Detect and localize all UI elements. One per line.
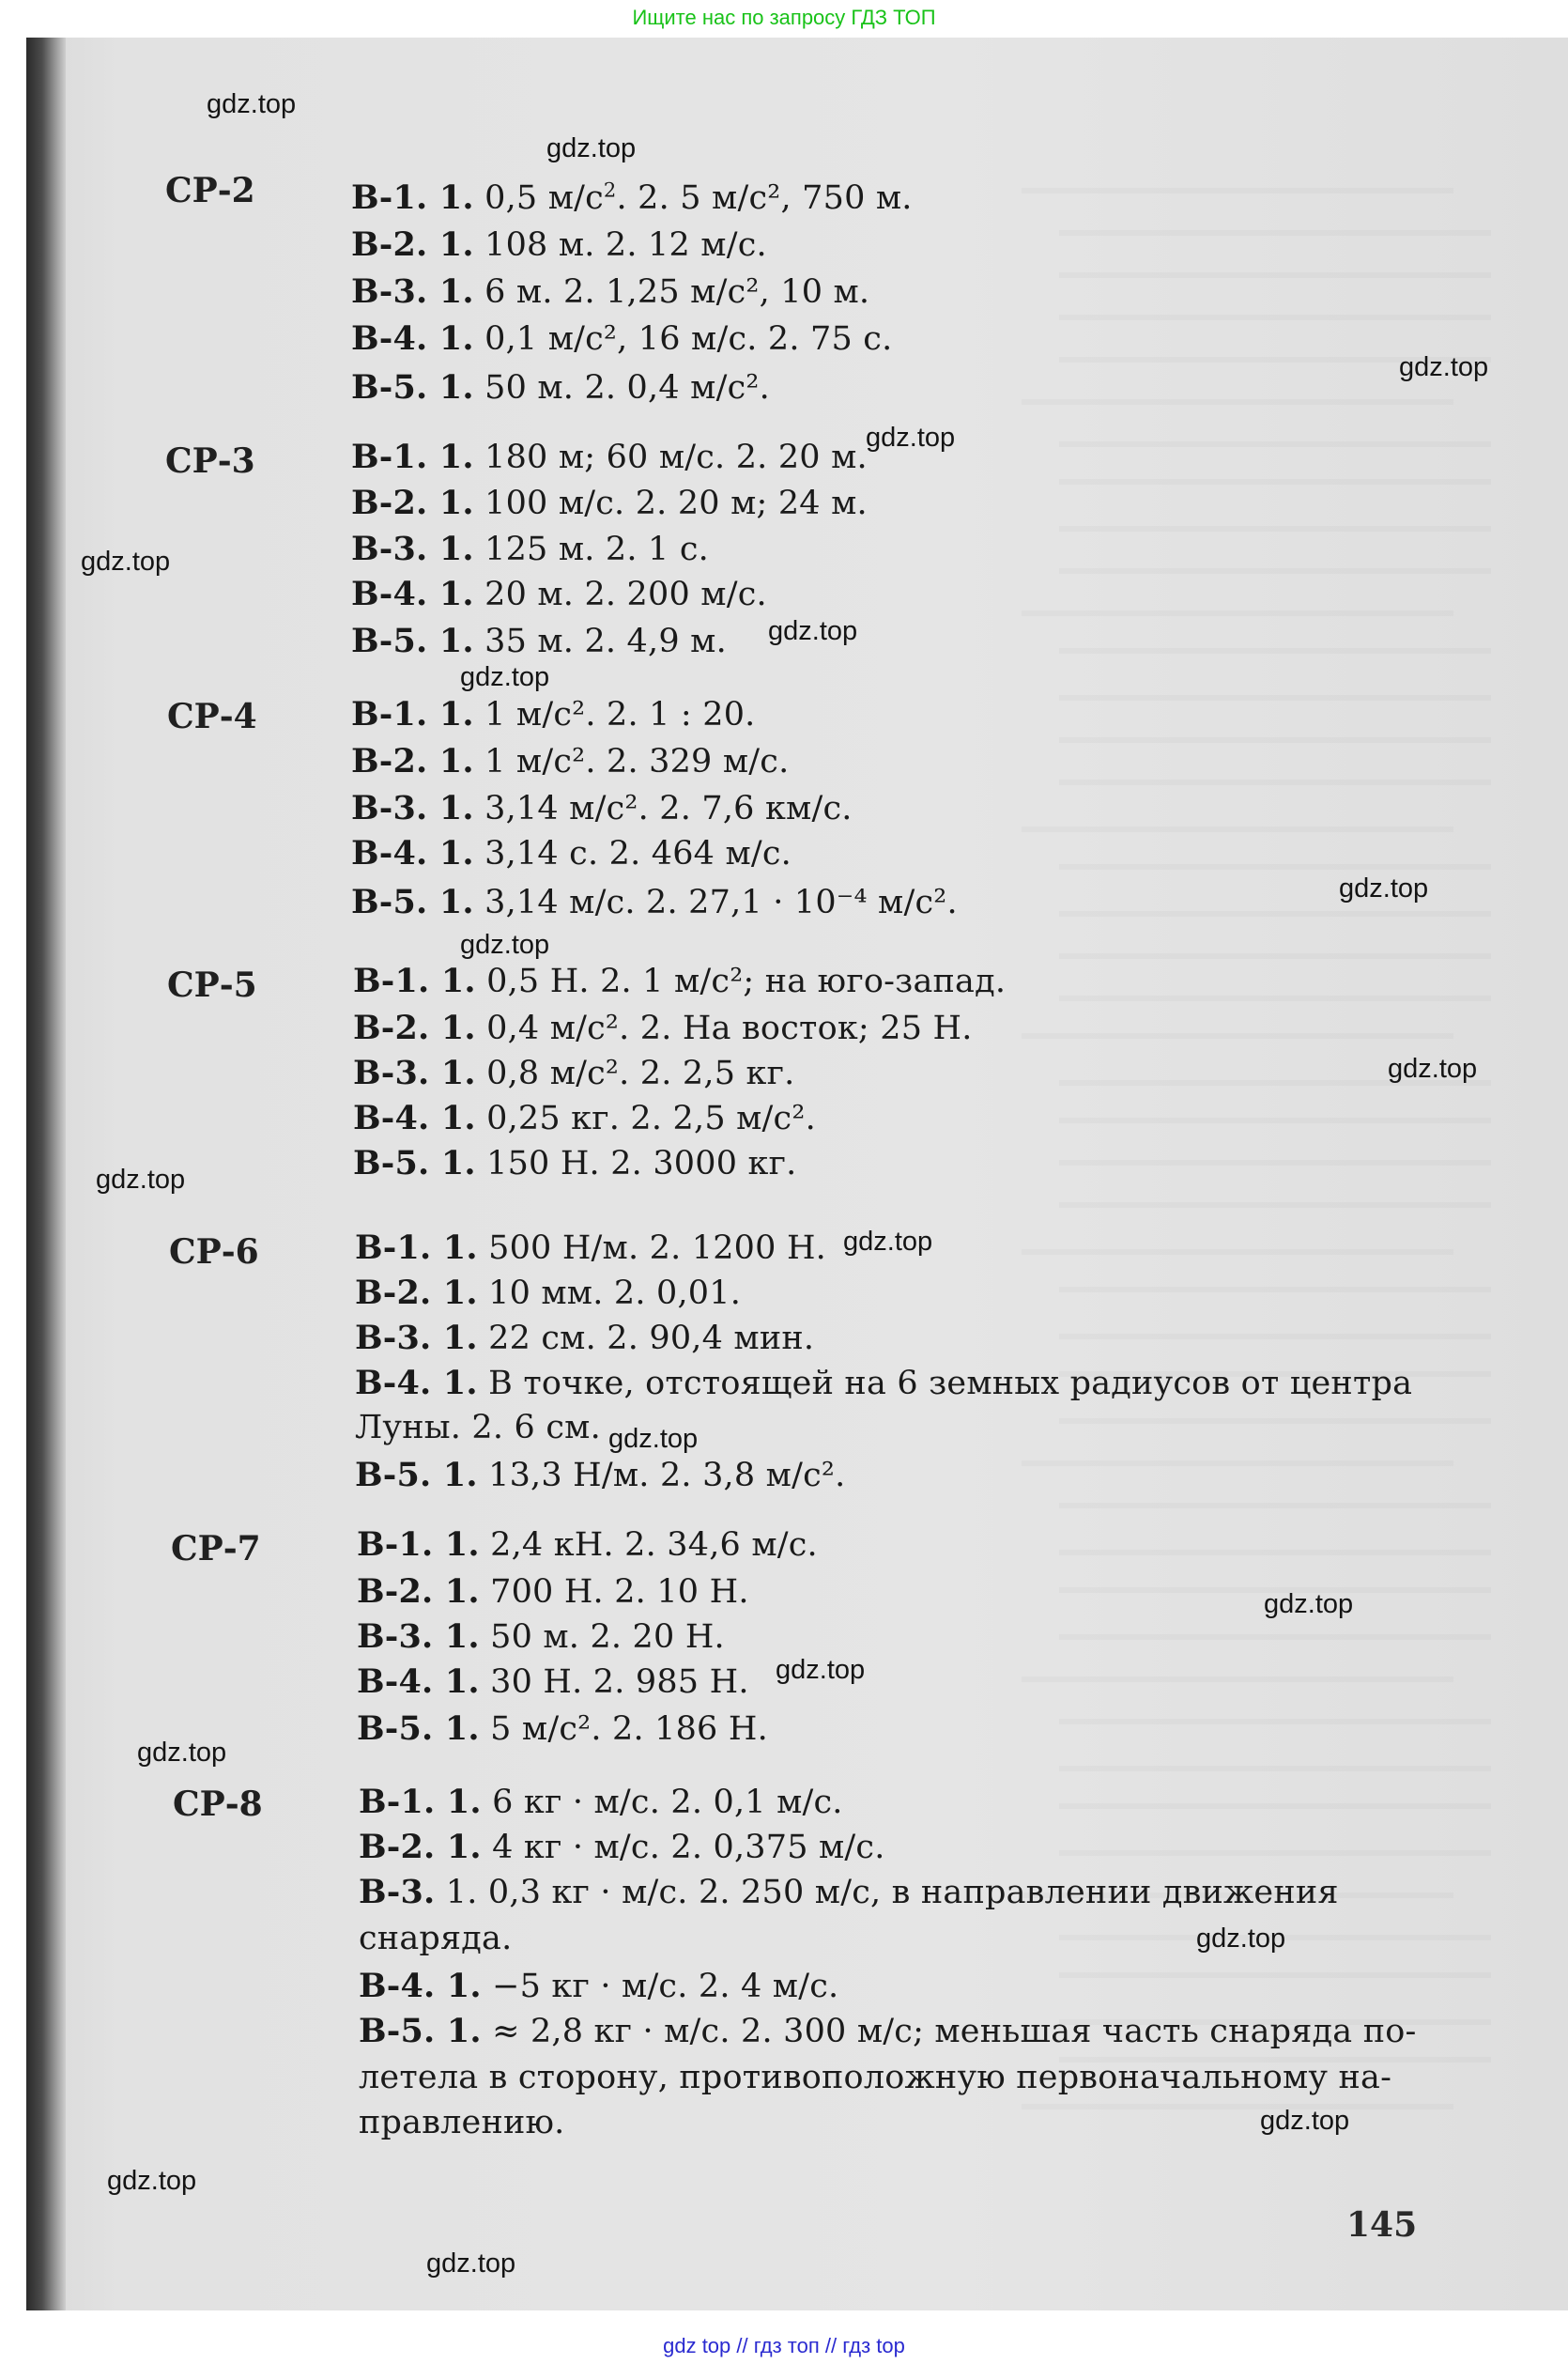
- answer-text: 4 кг · м/с. 2. 0,375 м/с.: [481, 1829, 885, 1866]
- bleed-through-line: [1059, 1850, 1491, 1856]
- answer-text: снаряда.: [359, 1920, 513, 1957]
- bleed-through-line: [1059, 479, 1491, 485]
- answer-text: 3,14 м/с. 2. 27,1 · 10⁻⁴ м/с².: [473, 884, 958, 921]
- book-page: [26, 38, 1568, 2310]
- answer-text: 108 м. 2. 12 м/с.: [473, 226, 767, 264]
- page-number: 145: [1346, 2205, 1418, 2245]
- answer-text: ≈ 2,8 кг · м/с. 2. 300 м/с; меньшая часть снаряда по-: [481, 2013, 1417, 2050]
- bleed-through-line: [1059, 441, 1491, 447]
- answer-line: [351, 695, 756, 734]
- bleed-through-line: [1022, 1676, 1453, 1682]
- answer-line: [355, 1228, 826, 1267]
- answer-text: 0,8 м/с². 2. 2,5 кг.: [475, 1055, 795, 1092]
- watermark-label: gdz.top: [1260, 2106, 1350, 2136]
- variant-key: В-5. 1.: [351, 622, 474, 660]
- bleed-through-line: [1059, 568, 1491, 574]
- answer-line: [357, 1662, 749, 1701]
- answer-text: 30 Н. 2. 985 Н.: [479, 1663, 749, 1701]
- book-spine: [26, 38, 66, 2310]
- answer-line: [353, 1009, 973, 1047]
- variant-key: В-4. 1.: [351, 575, 474, 613]
- answer-line: [351, 742, 789, 780]
- answer-text: 0,25 кг. 2. 2,5 м/с².: [475, 1100, 816, 1137]
- answer-line: [359, 1967, 838, 2005]
- answer-line: [359, 2059, 1391, 2096]
- answer-line: [357, 1709, 768, 1748]
- watermark-label: gdz.top: [137, 1738, 227, 1768]
- answer-line: [359, 1920, 512, 1957]
- answer-line: [357, 1617, 725, 1656]
- answer-text: 3,14 с. 2. 464 м/с.: [473, 835, 792, 873]
- variant-key: В-4. 1.: [357, 1662, 480, 1701]
- bleed-through-line: [1022, 399, 1453, 405]
- answer-text: 50 м. 2. 0,4 м/с².: [473, 369, 770, 407]
- answer-line: [351, 319, 892, 358]
- answer-text: Луны. 2. 6 см.: [355, 1409, 601, 1446]
- answer-text: 700 Н. 2. 10 Н.: [479, 1573, 749, 1611]
- answer-line: [351, 622, 727, 660]
- answer-text: 0,5 Н. 2. 1 м/с²; на юго-запад.: [475, 963, 1007, 1000]
- answer-text: 20 м. 2. 200 м/с.: [473, 576, 767, 613]
- watermark-label: gdz.top: [426, 2248, 516, 2279]
- watermark-label: gdz.top: [768, 616, 858, 646]
- answer-line: [353, 1144, 796, 1182]
- answer-line: [359, 2012, 1417, 2050]
- watermark-label: gdz.top: [843, 1227, 933, 1257]
- bleed-through-line: [1059, 1287, 1491, 1292]
- answer-text: правлению.: [359, 2104, 565, 2141]
- section-label: СР-6: [169, 1232, 259, 1272]
- answer-line: [351, 438, 868, 476]
- variant-key: В-5. 1.: [351, 368, 474, 407]
- watermark-label: gdz.top: [1339, 873, 1429, 904]
- answer-text: 0,1 м/с², 16 м/с. 2. 75 с.: [473, 320, 893, 358]
- answer-text: 5 м/с². 2. 186 Н.: [479, 1710, 768, 1748]
- bleed-through-line: [1059, 315, 1491, 320]
- bleed-through-line: [1059, 1972, 1491, 1978]
- answer-line: [359, 2104, 565, 2141]
- bleed-through-line: [1059, 1418, 1491, 1424]
- bleed-through-line: [1059, 1118, 1491, 1123]
- answer-line: [357, 1572, 749, 1611]
- watermark-label: gdz.top: [546, 133, 637, 163]
- answer-text: 50 м. 2. 20 Н.: [479, 1618, 725, 1656]
- watermark-label: gdz.top: [776, 1655, 866, 1685]
- bleed-through-line: [1059, 648, 1491, 654]
- variant-key: В-2. 1.: [351, 484, 474, 522]
- superscript: 2: [603, 178, 617, 202]
- variant-key: В-4. 1.: [353, 1099, 476, 1137]
- answer-text: 0,5 м/с: [473, 179, 604, 217]
- answer-text: −5 кг · м/с. 2. 4 м/с.: [481, 1968, 839, 2005]
- bleed-through-line: [1022, 188, 1453, 193]
- bleed-through-line: [1059, 953, 1491, 959]
- answer-line: [351, 484, 868, 522]
- variant-key: В-3. 1.: [357, 1617, 480, 1656]
- answer-text: 500 Н/м. 2. 1200 Н.: [477, 1229, 826, 1267]
- section-label: СР-8: [173, 1785, 263, 1824]
- bleed-through-line: [1022, 1460, 1453, 1466]
- bleed-through-line: [1059, 1160, 1491, 1166]
- variant-key: В-1. 1.: [359, 1783, 482, 1821]
- watermark-label: gdz.top: [608, 1424, 699, 1454]
- variant-key: В-4. 1.: [359, 1967, 482, 2005]
- answer-line: [359, 1828, 885, 1866]
- answer-text: 125 м. 2. 1 с.: [473, 531, 709, 568]
- bleed-through-line: [1022, 1033, 1453, 1039]
- bleed-through-line: [1059, 1503, 1491, 1508]
- answer-line: [355, 1456, 845, 1494]
- variant-key: В-2. 1.: [355, 1274, 478, 1312]
- watermark-label: gdz.top: [81, 547, 171, 577]
- variant-key: В-2. 1.: [357, 1572, 480, 1611]
- variant-key: В-5. 1.: [353, 1144, 476, 1182]
- watermark-label: gdz.top: [1399, 352, 1489, 382]
- section-label: СР-7: [171, 1529, 261, 1568]
- answer-line: [351, 178, 913, 217]
- answer-line: [351, 272, 869, 311]
- variant-key: В-3. 1.: [355, 1319, 478, 1357]
- watermark-label: gdz.top: [866, 423, 956, 453]
- top-banner: Ищите нас по запросу ГДЗ ТОП: [0, 0, 1568, 36]
- watermark-label: gdz.top: [460, 662, 550, 692]
- answer-text: 13,3 Н/м. 2. 3,8 м/с².: [477, 1457, 846, 1494]
- answer-text: 10 мм. 2. 0,01.: [477, 1275, 742, 1312]
- variant-key: В-5. 1.: [357, 1709, 480, 1748]
- bleed-through-line: [1059, 780, 1491, 785]
- answer-text: летела в сторону, противоположную первоначальному на-: [359, 2059, 1392, 2096]
- section-label: СР-3: [165, 441, 255, 481]
- answer-line: [351, 225, 767, 264]
- watermark-label: gdz.top: [1388, 1054, 1478, 1084]
- answer-line: [351, 368, 770, 407]
- variant-key: В-4. 1.: [351, 319, 474, 358]
- bleed-through-line: [1022, 1249, 1453, 1255]
- answer-line: [351, 834, 792, 873]
- answer-line: [359, 1783, 843, 1821]
- watermark-label: gdz.top: [207, 89, 297, 119]
- variant-key: В-2. 1.: [351, 742, 474, 780]
- answer-line: [351, 789, 853, 827]
- answer-text: 6 м. 2. 1,25 м/с², 10 м.: [473, 273, 870, 311]
- variant-key: В-5. 1.: [351, 883, 474, 921]
- answer-line: [353, 962, 1006, 1000]
- bleed-through-line: [1059, 1719, 1491, 1724]
- section-label: СР-2: [165, 171, 255, 210]
- variant-key: В-4. 1.: [351, 834, 474, 873]
- section-label: СР-4: [167, 697, 257, 736]
- bleed-through-line: [1022, 2104, 1453, 2109]
- bleed-through-line: [1059, 911, 1491, 917]
- section-label: СР-5: [167, 966, 257, 1005]
- bleed-through-line: [1059, 695, 1491, 701]
- watermark-label: gdz.top: [1264, 1589, 1354, 1619]
- answer-line: [351, 530, 709, 568]
- answer-text: 2,4 кН. 2. 34,6 м/с.: [479, 1526, 818, 1564]
- bleed-through-line: [1059, 1550, 1491, 1555]
- bleed-through-line: [1059, 1202, 1491, 1208]
- answer-line: [353, 1099, 816, 1137]
- bleed-through-line: [1059, 1803, 1491, 1809]
- bleed-through-line: [1059, 1766, 1491, 1771]
- answer-line: [355, 1319, 814, 1357]
- variant-key: В-5. 1.: [359, 2012, 482, 2050]
- answer-text: 35 м. 2. 4,9 м.: [473, 623, 727, 660]
- bleed-through-line: [1059, 272, 1491, 278]
- answer-text: В точке, отстоящей на 6 земных радиусов от центра: [477, 1365, 1413, 1402]
- answer-text: 150 Н. 2. 3000 кг.: [475, 1145, 797, 1182]
- variant-key: В-3.: [359, 1873, 436, 1911]
- variant-key: В-2. 1.: [353, 1009, 476, 1047]
- answer-text: 3,14 м/с². 2. 7,6 км/с.: [473, 790, 853, 827]
- bleed-through-line: [1059, 864, 1491, 870]
- variant-key: В-5. 1.: [355, 1456, 478, 1494]
- watermark-label: gdz.top: [96, 1165, 186, 1195]
- answer-text: 100 м/с. 2. 20 м; 24 м.: [473, 485, 868, 522]
- answer-text: 0,4 м/с². 2. На восток; 25 Н.: [475, 1010, 973, 1047]
- bottom-banner: gdz top // гдз топ // гдз top: [0, 2327, 1568, 2364]
- answer-line: [353, 1054, 794, 1092]
- bleed-through-line: [1059, 1334, 1491, 1339]
- watermark-label: gdz.top: [107, 2166, 197, 2196]
- answer-line: [351, 575, 767, 613]
- variant-key: В-1. 1.: [355, 1228, 478, 1267]
- variant-key: В-3. 1.: [353, 1054, 476, 1092]
- variant-key: В-1. 1.: [351, 178, 474, 217]
- variant-key: В-1. 1.: [351, 695, 474, 734]
- answer-line: [351, 883, 958, 921]
- variant-key: В-2. 1.: [359, 1828, 482, 1866]
- bleed-through-line: [1022, 610, 1453, 616]
- answer-text: 6 кг · м/с. 2. 0,1 м/с.: [481, 1784, 843, 1821]
- answer-line: [355, 1409, 601, 1446]
- watermark-label: gdz.top: [1196, 1924, 1286, 1954]
- answer-text: 1. 0,3 кг · м/с. 2. 250 м/с, в направлении движения: [435, 1874, 1339, 1911]
- answer-text: 1 м/с². 2. 329 м/с.: [473, 743, 790, 780]
- watermark-label: gdz.top: [460, 930, 550, 960]
- variant-key: В-3. 1.: [351, 272, 474, 311]
- variant-key: В-2. 1.: [351, 225, 474, 264]
- answer-text: 22 см. 2. 90,4 мин.: [477, 1320, 815, 1357]
- answer-text-rest: . 2. 5 м/с², 750 м.: [616, 179, 913, 217]
- variant-key: В-1. 1.: [351, 438, 474, 476]
- variant-key: В-1. 1.: [353, 962, 476, 1000]
- bleed-through-line: [1022, 827, 1453, 832]
- variant-key: В-4. 1.: [355, 1364, 478, 1402]
- bleed-through-line: [1059, 996, 1491, 1001]
- bleed-through-line: [1059, 737, 1491, 743]
- answer-line: [355, 1364, 1412, 1402]
- answer-line: [359, 1873, 1339, 1911]
- bleed-through-line: [1059, 230, 1491, 236]
- answer-text: 1 м/с². 2. 1 : 20.: [473, 696, 756, 734]
- bleed-through-line: [1059, 1634, 1491, 1640]
- answer-line: [355, 1274, 741, 1312]
- answer-line: [357, 1525, 818, 1564]
- variant-key: В-1. 1.: [357, 1525, 480, 1564]
- answer-text: 180 м; 60 м/с. 2. 20 м.: [473, 439, 868, 476]
- variant-key: В-3. 1.: [351, 530, 474, 568]
- variant-key: В-3. 1.: [351, 789, 474, 827]
- bleed-through-line: [1059, 526, 1491, 532]
